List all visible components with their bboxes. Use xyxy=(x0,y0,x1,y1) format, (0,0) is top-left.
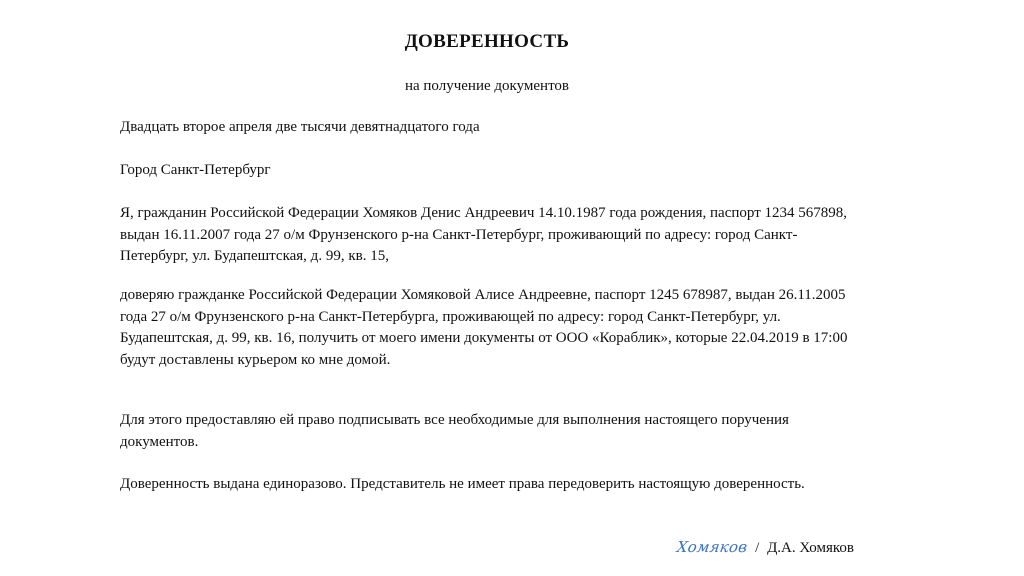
rights-paragraph: Для этого предоставляю ей право подписывать все необходимые для выполнения настоящего поручения документов. xyxy=(120,412,789,450)
final-paragraph: Доверенность выдана единоразово. Представитель не имеет права передоверить настоящую доверенность. xyxy=(120,476,805,492)
handwritten-signature: Хомяков xyxy=(675,538,749,556)
attorney-paragraph: доверяю гражданке Российской Федерации Хомяковой Алисе Андреевне, паспорт 1245 678987, выдан 26.11.2005 года 27 о/м Фрунзенского р-на Санкт-Петербурга, проживающей по адресу: город Санкт-Петербург, ул. Будапештская, д. 99, кв. 16, получить от моего имени документы от ООО «Кораблик», которые 22.04.2019 в 17:00 будут доставлены курьером ко мне домой. xyxy=(120,287,848,368)
signature-block xyxy=(677,538,854,557)
city-line: Город Санкт-Петербург xyxy=(120,162,271,178)
document-title: ДОВЕРЕННОСТЬ xyxy=(404,31,570,52)
principal-paragraph: Я, гражданин Российской Федерации Хомяков Денис Андреевич 14.10.1987 года рождения, паспорт 1234 567898, выдан 16.11.2007 года 27 о/м Фрунзенского р-на Санкт-Петербург, проживающий по адресу: город Санкт-Петербург, ул. Будапештская, д. 99, кв. 15, xyxy=(120,205,848,264)
signatory-name: Д.А. Хомяков xyxy=(767,540,854,556)
signature-separator: / xyxy=(755,540,760,556)
document-subtitle: на получение документов xyxy=(404,78,570,94)
date-line: Двадцать второе апреля две тысячи девятнадцатого года xyxy=(120,119,480,135)
